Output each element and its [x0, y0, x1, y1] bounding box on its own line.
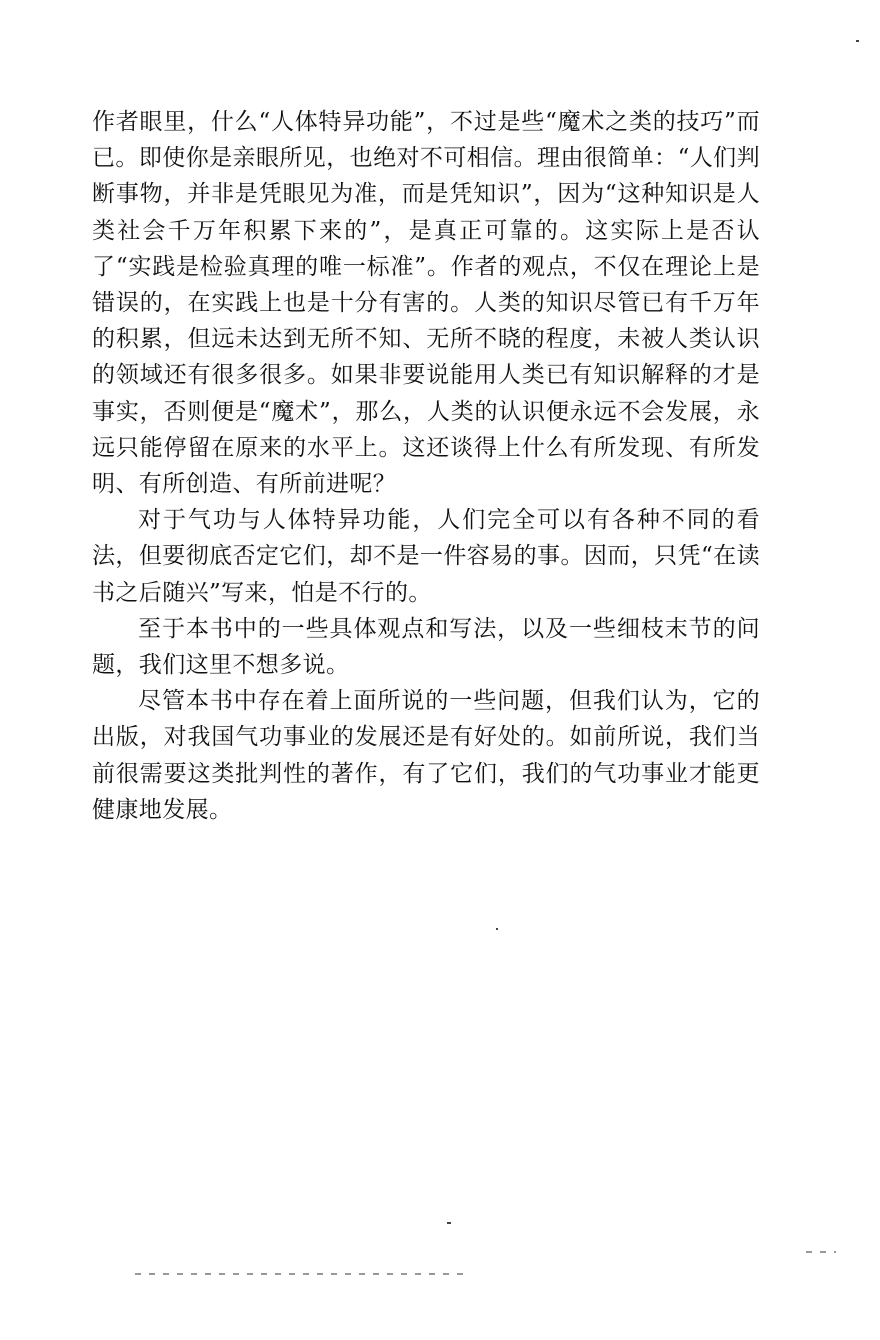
- paragraph-1: 作者眼里，什么“人体特异功能”，不过是些“魔术之类的技巧”而已。即使你是亲眼所见，也绝对不可相信。理由很简单：“人们判断事物，并非是凭眼见为准，而是凭知识”，因为“这种知识是人类社会千万年积累下来的”，是真正可靠的。这实际上是否认了“实践是检验真理的唯一标准”。作者的观点，不仅在理论上是错误的，在实践上也是十分有害的。人类的知识尽管已有千万年的积累，但远未达到无所不知、无所不晓的程度，未被人类认识的领域还有很多很多。如果非要说能用人类已有知识解释的才是事实，否则便是“魔术”，那么，人类的认识便永远不会发展，永远只能停留在原来的水平上。这还谈得上什么有所发现、有所发明、有所创造、有所前进呢？: [92, 109, 760, 498]
- scan-noise-bottom-right: [806, 1251, 836, 1253]
- scan-speck: [496, 928, 498, 930]
- paragraph-4: 尽管本书中存在着上面所说的一些问题，但我们认为，它的出版，对我国气功事业的发展还是有好处的。如前所说，我们当前很需要这类批判性的著作，有了它们，我们的气功事业才能更健康地发展。: [92, 688, 760, 823]
- scan-speck: [447, 1222, 451, 1224]
- paragraph-2: 对于气功与人体特异功能，人们完全可以有各种不同的看法，但要彻底否定它们，却不是一件容易的事。因而，只凭“在读书之后随兴”写来，怕是不行的。: [92, 507, 760, 606]
- scan-speck: [856, 40, 859, 42]
- paragraph-3: 至于本书中的一些具体观点和写法，以及一些细枝末节的问题，我们这里不想多说。: [92, 615, 760, 679]
- body-text: [92, 104, 760, 828]
- scan-noise-bottom-left: [135, 1273, 465, 1275]
